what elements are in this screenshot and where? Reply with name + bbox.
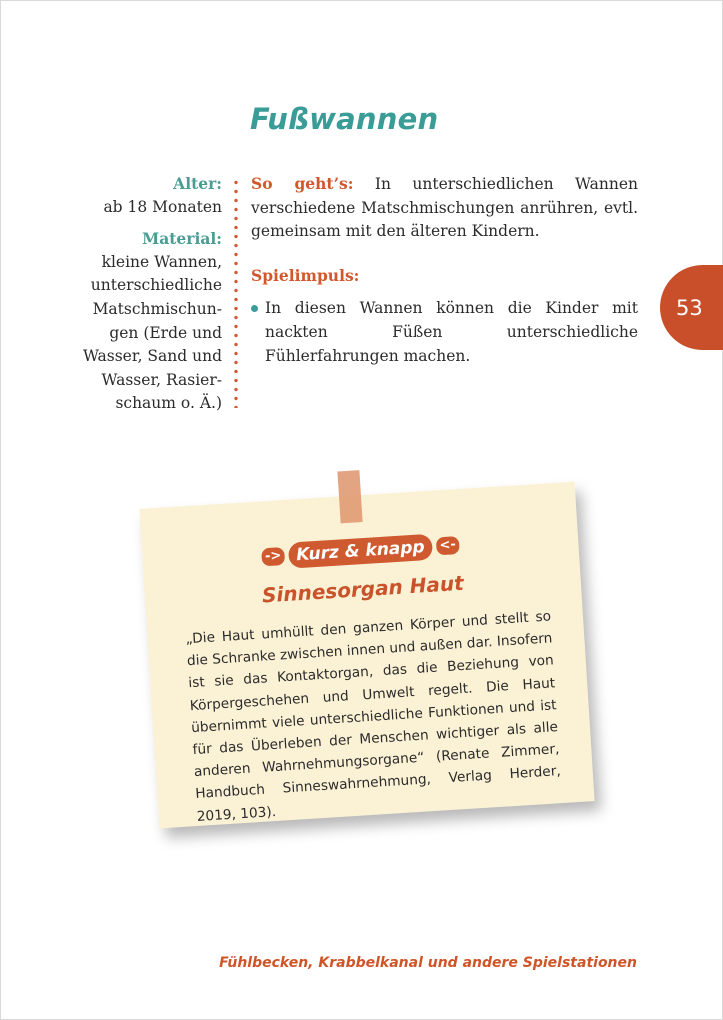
arrow-left-icon: <- [436,536,459,555]
sogehts-paragraph [251,172,638,244]
material-label: Material: [142,229,222,249]
sticky-note [139,482,594,829]
sidebar-info [60,172,222,416]
material-line: Wasser, Sand und [82,347,222,366]
spielimpuls-text: In diesen Wannen können die Kinder mit nackten Füßen unterschiedliche Fühlerfahrungen machen. [265,299,638,365]
bullet-dot-icon [251,305,258,312]
sogehts-label: So geht’s: [251,174,354,193]
alter-value: ab 18 Monaten [103,197,222,216]
main-content [251,172,638,368]
note-title: Sinnesorgan Haut [261,570,465,608]
material-line: kleine Wannen, [101,252,222,271]
page-number: 53 [676,295,703,320]
footer-chapter-title: Fühlbecken, Krabbelkanal und andere Spielstationen [219,955,637,971]
tape-strip [337,470,362,523]
sogehts-text: In unterschiedlichen Wannen verschiedene Matschmischungen anrühren, evtl. gemeinsam mit den älteren Kindern. [251,175,638,241]
page-title: Fußwannen [250,102,439,136]
spielimpuls-label: Spielimpuls: [251,265,360,285]
material-line: gen (Erde und [109,323,222,342]
note-body: „Die Haut umhüllt den ganzen Körper und stellt so die Schranke zwischen innen und außen dar. Insofern ist sie das Kontaktorgan, das die Beziehung von Körpergeschehen und Umwelt regelt. Die Haut übernimmt viele unterschiedliche Funktionen und ist für das Überleben der Menschen wichtiger als alle anderen Wahrnehmungsorgane“ (Renate Zimmer, Handbuch Sinneswahrnehmung, Verlag Herder, 2019, 103). [185,608,562,825]
arrow-right-icon: -> [262,547,285,566]
material-line: unterschiedliche [90,276,222,295]
spielimpuls-bullet [251,297,638,368]
alter-label: Alter: [173,174,222,193]
material-line: schaum o. Ä.) [115,394,222,413]
material-line: Wasser, Rasier- [101,370,222,389]
badge-label: Kurz & knapp [288,534,434,569]
dotted-divider [234,178,238,408]
material-line: Matschmischun- [92,299,222,318]
